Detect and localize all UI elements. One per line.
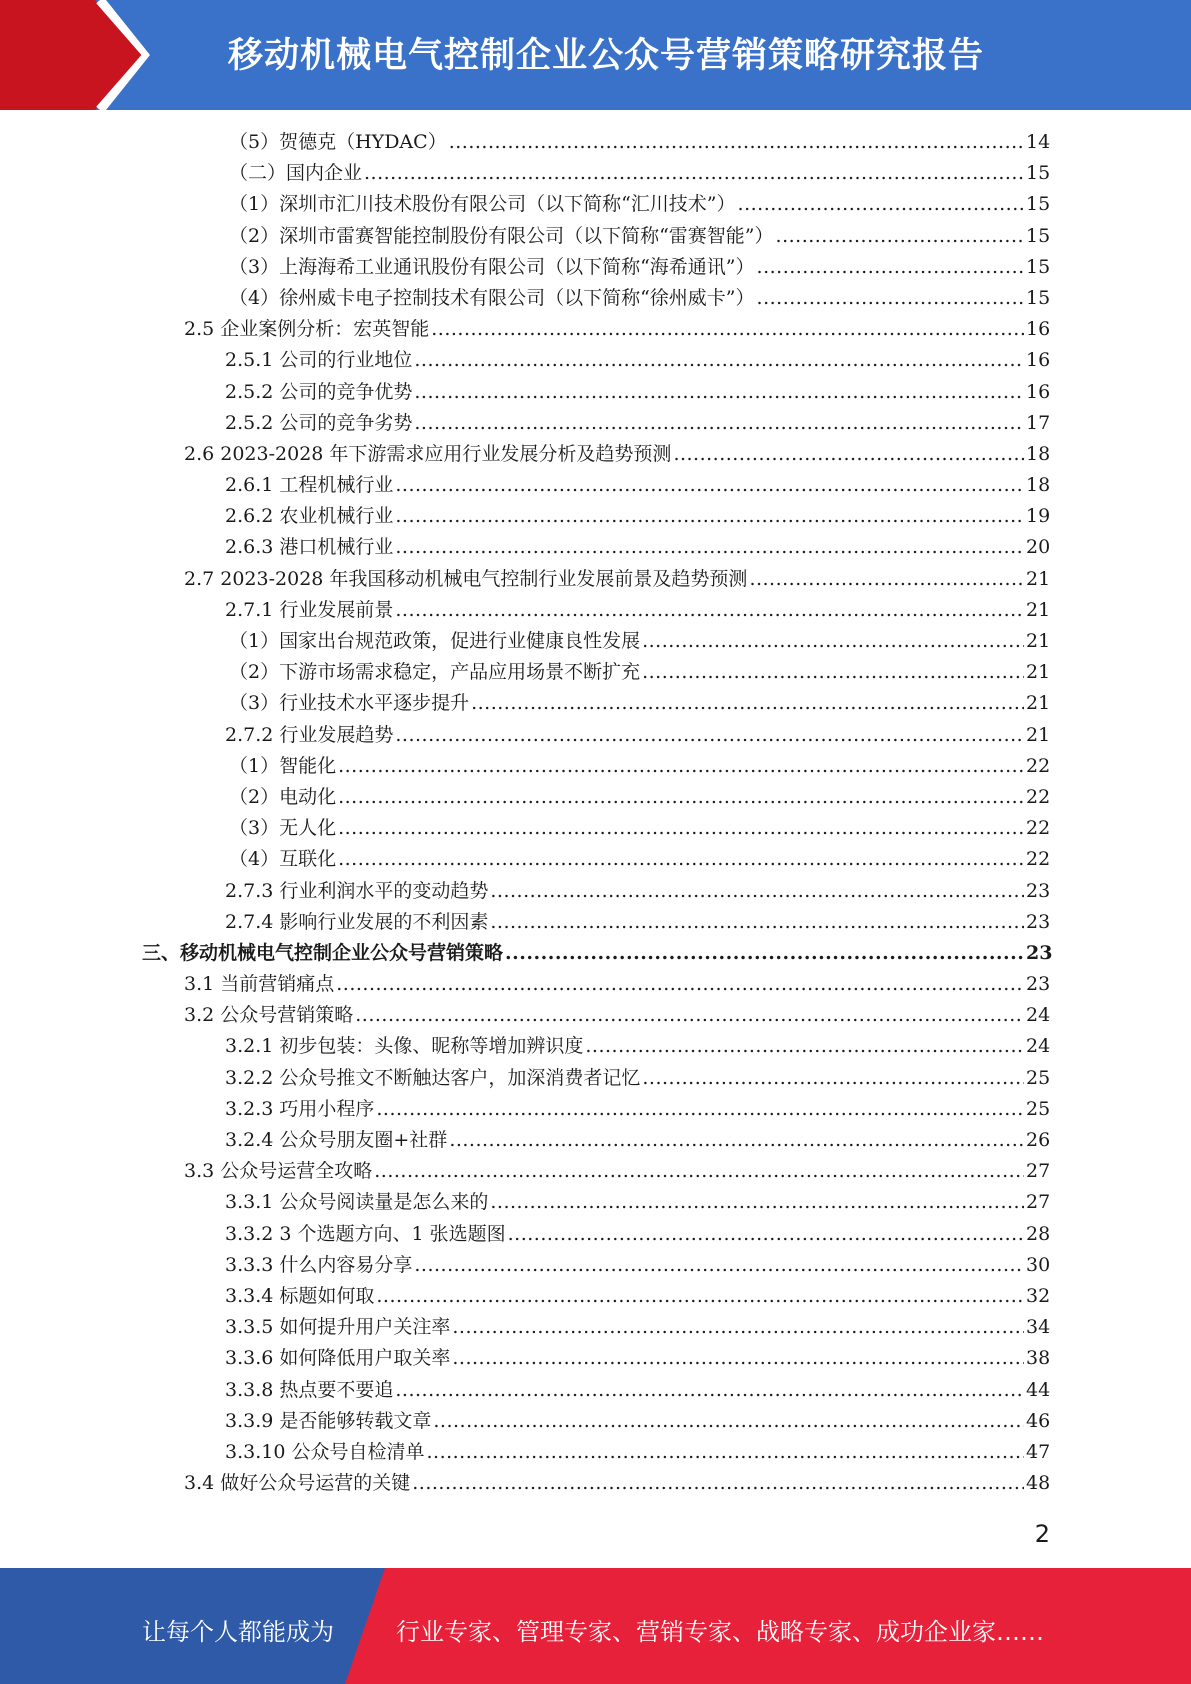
toc-entry-page: 19 [1026,505,1051,528]
toc-entry-page: 44 [1026,1378,1051,1401]
toc-entry-title: （二）国内企业 [229,162,363,185]
toc-entry[interactable] [225,408,1051,439]
toc-entry-page: 48 [1026,1472,1051,1495]
toc-entry-page: 27 [1026,1160,1051,1183]
toc-entry[interactable] [225,1437,1051,1468]
toc-entry-title: 3.3.4 标题如何取 [225,1284,375,1307]
toc-entry-title: （3）行业技术水平逐步提升 [229,692,470,715]
toc-entry-page: 16 [1026,318,1051,341]
toc-entry-page: 25 [1026,1066,1051,1089]
toc-entry-page: 17 [1026,411,1051,434]
toc-entry-title: 3.4 做好公众号运营的关键 [184,1472,411,1495]
toc-entry-title: 2.6.3 港口机械行业 [225,536,394,559]
toc-dot-leader [395,532,1024,563]
footer-slogan-right: 行业专家、管理专家、营销专家、战略专家、成功企业家…… [396,1618,1044,1646]
toc-entry-page: 14 [1026,131,1051,153]
toc-entry[interactable] [225,595,1051,626]
toc-entry-page: 16 [1026,380,1051,403]
toc-entry-title: 3.1 当前营销痛点 [184,973,335,996]
toc-entry-page: 34 [1026,1316,1051,1339]
toc-entry-title: 3.2.1 初步包装：头像、昵称等增加辨识度 [225,1035,584,1058]
toc-dot-leader [355,1000,1024,1031]
toc-entry-title: 3.3.1 公众号阅读量是怎么来的 [225,1191,489,1214]
toc-dot-leader [449,1125,1024,1156]
toc-entry-page: 15 [1026,255,1051,278]
toc-entry-page: 23 [1026,973,1051,996]
toc-entry[interactable] [225,1187,1051,1218]
toc-entry-title: 2.5.1 公司的行业地位 [225,349,413,372]
toc-entry-title: 3.3 公众号运营全攻略 [184,1160,373,1183]
toc-entry-title: （5）贺德克（HYDAC） [229,131,447,153]
toc-dot-leader [414,408,1024,439]
toc-entry-title: 2.7.1 行业发展前景 [225,598,394,621]
toc-entry-page: 22 [1026,754,1051,777]
toc-entry-title: （1）智能化 [229,754,337,777]
toc-entry[interactable] [229,751,1051,782]
toc-entry-page: 20 [1026,536,1051,559]
toc-entry-page: 15 [1026,224,1051,247]
toc-dot-leader [338,844,1024,875]
toc-entry-page: 47 [1026,1440,1051,1463]
toc-dot-leader [395,501,1024,532]
toc-entry-title: 3.3.2 3 个选题方向、1 张选题图 [225,1222,506,1245]
toc-dot-leader [642,657,1024,688]
toc-entry-title: （2）下游市场需求稳定，产品应用场景不断扩充 [229,661,641,684]
red-chevron-logo [0,0,160,110]
toc-entry-page: 46 [1026,1409,1051,1432]
toc-entry-page: 18 [1026,442,1051,465]
toc-dot-leader [412,1468,1024,1499]
toc-entry[interactable] [225,1343,1051,1374]
toc-dot-leader [395,595,1024,626]
toc-entry-title: （4）互联化 [229,848,337,871]
toc-entry-title: 3.3.5 如何提升用户关注率 [225,1316,451,1339]
toc-entry-title: 2.7.3 行业利润水平的变动趋势 [225,879,489,902]
toc-entry[interactable] [225,876,1051,907]
toc-entry-page: 15 [1026,286,1051,309]
toc-entry-title: （4）徐州威卡电子控制技术有限公司（以下简称“徐州威卡”） [229,286,755,309]
toc-entry-page: 22 [1026,848,1051,871]
toc-dot-leader [395,470,1024,501]
toc-entry-page: 18 [1026,474,1051,497]
toc-entry-title: 2.6 2023-2028 年下游需求应用行业发展分析及趋势预测 [184,442,672,465]
toc-dot-leader [508,1219,1024,1250]
toc-entry[interactable] [229,657,1051,688]
toc-entry[interactable] [225,1281,1051,1312]
toc-dot-leader [642,626,1024,657]
toc-dot-leader [414,377,1024,408]
toc-entry[interactable] [184,439,1051,470]
toc-dot-leader [433,1406,1024,1437]
toc-dot-leader [776,221,1024,252]
toc-entry[interactable] [229,221,1051,252]
toc-entry[interactable] [229,813,1051,844]
toc-entry[interactable] [229,688,1051,719]
toc-entry[interactable] [229,782,1051,813]
toc-entry-page: 21 [1026,723,1051,746]
toc-entry-page: 27 [1026,1191,1051,1214]
toc-entry-title: 3.2.3 巧用小程序 [225,1097,375,1120]
toc-dot-leader [395,720,1024,751]
toc-entry[interactable] [184,1000,1051,1031]
toc-entry-page: 26 [1026,1129,1051,1151]
toc-entry[interactable] [225,1094,1051,1125]
toc-entry-title: 3.2 公众号营销策略 [184,1004,354,1027]
toc-entry-page: 21 [1026,598,1051,621]
toc-entry-title: 2.5.2 公司的竞争优势 [225,380,413,403]
toc-entry[interactable] [142,938,1053,969]
toc-entry[interactable] [225,1375,1051,1406]
toc-entry[interactable] [225,470,1051,501]
toc-entry-page: 24 [1026,1035,1051,1058]
toc-entry-page: 23 [1026,879,1051,902]
toc-entry[interactable] [225,1219,1051,1250]
toc-entry-page: 22 [1026,817,1051,840]
toc-entry-title: 2.7 2023-2028 年我国移动机械电气控制行业发展前景及趋势预测 [184,567,748,590]
toc-entry-page: 30 [1026,1253,1051,1276]
toc-entry-page: 21 [1026,567,1051,590]
toc-entry[interactable] [229,283,1051,314]
toc-entry-page: 21 [1026,692,1051,715]
toc-dot-leader [471,688,1024,719]
toc-dot-leader [585,1031,1024,1062]
toc-dot-leader [426,1437,1024,1468]
toc-entry-page: 28 [1026,1222,1051,1245]
toc-entry[interactable] [225,1406,1051,1437]
toc-entry[interactable] [225,1312,1051,1343]
toc-dot-leader [431,314,1024,345]
toc-entry-page: 25 [1026,1097,1051,1120]
toc-entry-page: 38 [1026,1347,1051,1370]
toc-dot-leader [673,439,1024,470]
toc-entry[interactable] [225,501,1051,532]
toc-entry-title: 2.6.1 工程机械行业 [225,474,394,497]
toc-dot-leader [490,876,1024,907]
toc-entry-title: 2.7.2 行业发展趋势 [225,723,394,746]
toc-entry[interactable] [229,158,1051,189]
toc-entry[interactable] [225,1031,1051,1062]
toc-dot-leader [490,1187,1024,1218]
toc-entry-title: 3.2.4 公众号朋友圈+社群 [225,1129,448,1151]
report-title: 移动机械电气控制企业公众号营销策略研究报告 [228,36,985,76]
toc-entry[interactable] [225,720,1051,751]
toc-entry-title: 三、移动机械电气控制企业公众号营销策略 [142,941,504,964]
toc-entry-page: 24 [1026,1004,1051,1027]
toc-entry-title: （2）深圳市雷赛智能控制股份有限公司（以下简称“雷赛智能”） [229,224,774,247]
toc-dot-leader [490,907,1024,938]
toc-entry[interactable] [225,1250,1051,1281]
toc-dot-leader [505,938,1024,969]
toc-entry-title: 2.7.4 影响行业发展的不利因素 [225,910,489,933]
toc-entry-title: （1）国家出台规范政策，促进行业健康良性发展 [229,630,641,652]
toc-entry-page: 32 [1026,1284,1051,1307]
toc-dot-leader [374,1156,1024,1187]
toc-dot-leader [395,1375,1024,1406]
toc-dot-leader [376,1281,1024,1312]
toc-entry-title: 3.3.9 是否能够转载文章 [225,1409,432,1432]
toc-entry-page: 22 [1026,785,1051,808]
toc-dot-leader [364,158,1024,189]
toc-entry[interactable] [225,532,1051,563]
toc-entry-title: 3.3.10 公众号自检清单 [225,1440,425,1463]
page-number: 2 [1034,1520,1050,1548]
toc-entry[interactable] [184,314,1051,345]
toc-dot-leader [336,969,1024,1000]
toc-dot-leader [338,751,1024,782]
footer-slogan-left: 让每个人都能成为 [142,1618,334,1646]
toc-dot-leader [738,189,1024,220]
toc-entry[interactable] [225,345,1051,376]
toc-entry[interactable] [184,1156,1051,1187]
page-footer [0,1568,1191,1684]
toc-dot-leader [452,1312,1024,1343]
toc-entry-title: 3.2.2 公众号推文不断触达客户，加深消费者记忆 [225,1066,641,1089]
toc-entry-title: 2.5 企业案例分析：宏英智能 [184,318,430,341]
toc-entry-page: 21 [1026,630,1051,652]
toc-entry[interactable] [225,377,1051,408]
page-header [0,0,1191,110]
toc-entry[interactable] [229,844,1051,875]
toc-dot-leader [757,283,1024,314]
toc-entry[interactable] [229,189,1051,220]
toc-dot-leader [757,252,1024,283]
toc-dot-leader [449,127,1024,158]
toc-entry[interactable] [229,626,1051,657]
toc-entry-title: 2.6.2 农业机械行业 [225,505,394,528]
toc-dot-leader [338,782,1024,813]
toc-dot-leader [414,1250,1024,1281]
toc-entry-title: （1）深圳市汇川技术股份有限公司（以下简称“汇川技术”） [229,193,736,216]
toc-entry[interactable] [184,564,1051,595]
toc-dot-leader [749,564,1024,595]
toc-entry-title: 3.3.8 热点要不要追 [225,1378,394,1401]
toc-dot-leader [642,1063,1024,1094]
toc-entry-title: 3.3.6 如何降低用户取关率 [225,1347,451,1370]
toc-entry-page: 23 [1026,941,1053,964]
toc-entry-page: 15 [1026,162,1051,185]
toc-entry-title: （3）上海海希工业通讯股份有限公司（以下简称“海希通讯”） [229,255,755,278]
toc-dot-leader [376,1094,1024,1125]
toc-entry[interactable] [225,1125,1051,1156]
toc-entry[interactable] [184,969,1051,1000]
toc-entry-page: 23 [1026,910,1051,933]
toc-entry[interactable] [225,907,1051,938]
toc-dot-leader [414,345,1024,376]
toc-entry[interactable] [229,127,1051,158]
toc-entry[interactable] [184,1468,1051,1499]
toc-dot-leader [338,813,1024,844]
toc-entry-page: 21 [1026,661,1051,684]
toc-entry-title: 2.5.2 公司的竞争劣势 [225,411,413,434]
toc-entry-title: 3.3.3 什么内容易分享 [225,1253,413,1276]
table-of-contents [0,127,1191,1499]
toc-entry-title: （2）电动化 [229,785,337,808]
toc-entry[interactable] [229,252,1051,283]
toc-entry-title: （3）无人化 [229,817,337,840]
toc-dot-leader [452,1343,1024,1374]
toc-entry[interactable] [225,1063,1051,1094]
toc-entry-page: 15 [1026,193,1051,216]
toc-entry-page: 16 [1026,349,1051,372]
